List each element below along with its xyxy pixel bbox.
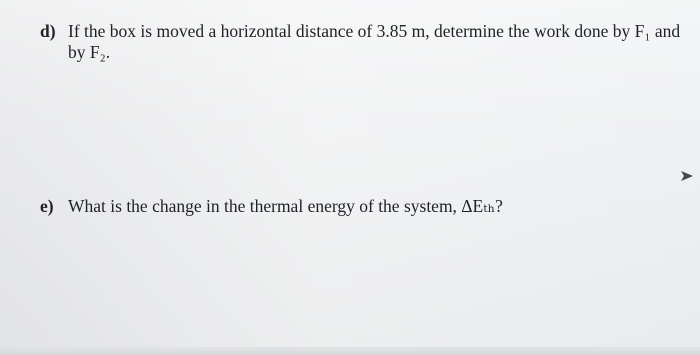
arrow-cursor-icon xyxy=(680,169,694,181)
question-e-marker: e) xyxy=(40,196,54,216)
page-bottom-edge xyxy=(0,347,700,355)
question-d-marker: d) xyxy=(40,21,56,41)
question-d-text: If the box is moved a horizontal distance of 3.85 m, determine the work done by F₁ and by F₂. xyxy=(68,21,681,62)
question-e-text: What is the change in the thermal energy of the system, ΔEₜₕ? xyxy=(68,196,503,216)
